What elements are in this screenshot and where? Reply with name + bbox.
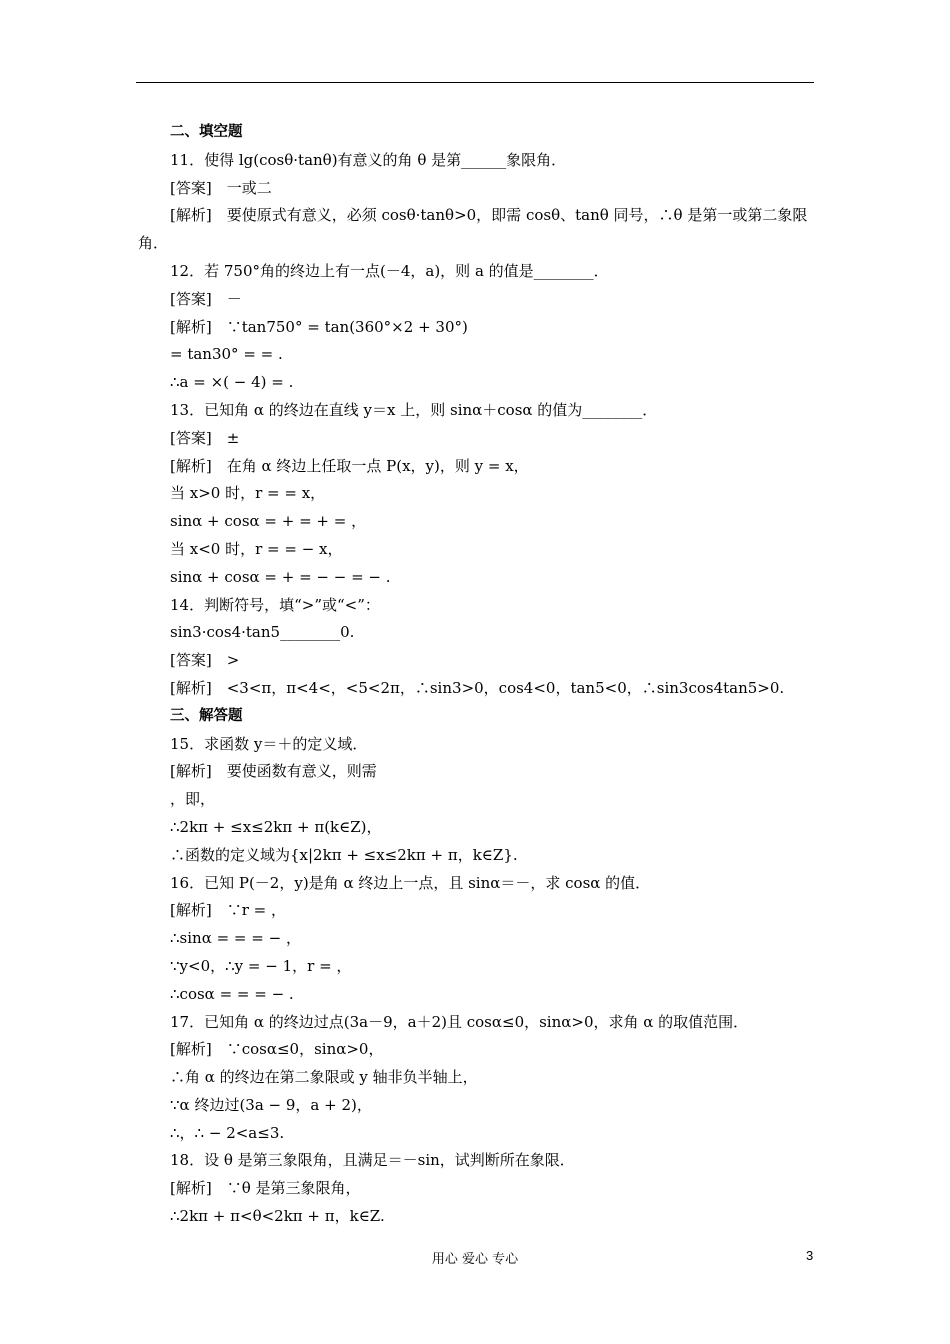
text-line: 18．设 θ 是第三象限角，且满足＝－sin，试判断所在象限． [170,1151,575,1170]
header-rule [136,82,814,83]
text-line: sinα + cosα = + = + = ， [170,512,367,531]
text-line: ∴2kπ + π<θ<2kπ + π，k∈Z. [170,1207,385,1226]
text-line: 13．已知角 α 的终边在直线 y＝x 上，则 sinα＋cosα 的值为________． [170,400,658,419]
text-line: [解析] ∵tan750° = tan(360°×2 + 30°) [170,317,468,336]
text-line: [解析] ∵cosα≤0，sinα>0， [170,1040,384,1059]
text-line: 12．若 750°角的终边上有一点(－4，a)，则 a 的值是________． [170,261,609,280]
text-line: 当 x>0 时，r = = x， [170,484,326,503]
text-line: [答案] > [170,651,240,670]
footer-motto: 用心 爱心 专心 [431,1252,519,1267]
page-footer [0,1248,950,1268]
text-line: [解析] <3<π，π<4<，<5<2π，∴sin3>0，cos4<0，tan5<0，∴sin3cos4tan5>0. [170,678,785,697]
text-line: sin3·cos4·tan5________0. [170,623,355,642]
text-line: ∴函数的定义域为{x|2kπ + ≤x≤2kπ + π，k∈Z}. [170,845,518,864]
text-line: 15．求函数 y＝＋的定义域． [170,734,368,753]
text-line: [答案] 一或二 [170,178,272,197]
text-line: 当 x<0 时，r = = − x， [170,539,343,558]
text-line: ∵α 终边过(3a − 9，a + 2)， [170,1095,372,1114]
text-line: ∴角 α 的终边在第二象限或 y 轴非负半轴上， [170,1068,478,1087]
text-line: = tan30° = = . [170,345,283,364]
text-line: ∴cosα = = = − . [170,984,294,1003]
text-line: [解析] 要使原式有意义，必须 cosθ·tanθ>0，即需 cosθ、tanθ 同号，∴θ 是第一或第二象限 [170,206,808,225]
text-line: sinα + cosα = + = − − = − . [170,567,391,586]
text-line: [解析] 要使函数有意义，则需 [170,762,377,781]
text-line: ∵y<0，∴y = − 1，r = ， [170,956,352,975]
page-number: 3 [806,1248,814,1263]
text-line: [解析] ∵r = ， [170,901,286,920]
document-body [138,119,814,1231]
text-line: ，即， [170,790,216,809]
text-line: [答案] － [170,289,242,308]
text-line: 14．判断符号，填“>”或“<”： [170,595,380,614]
section-heading: 二、填空题 [170,124,243,140]
text-line: 16．已知 P(－2，y)是角 α 终边上一点，且 sinα＝－，求 cosα 的值． [170,873,651,892]
text-line: ∴a = ×( − 4) = . [170,373,294,392]
section-heading: 三、解答题 [170,707,243,724]
text-line: ∴2kπ + ≤x≤2kπ + π(k∈Z)， [170,817,382,836]
text-line: 11．使得 lg(cosθ·tanθ)有意义的角 θ 是第______象限角． [170,150,567,169]
text-line: ∴，∴ − 2<a≤3. [170,1123,285,1142]
text-line: 角． [138,234,169,253]
text-line: 17．已知角 α 的终边过点(3a－9，a＋2)且 cosα≤0，sinα>0，求角 α 的取值范围． [170,1012,749,1031]
text-line: [答案] ± [170,428,240,447]
text-line: [解析] ∵θ 是第三象限角， [170,1179,361,1198]
text-line: [解析] 在角 α 终边上任取一点 P(x，y)，则 y = x， [170,456,529,475]
text-line: ∴sinα = = = − ， [170,929,301,948]
